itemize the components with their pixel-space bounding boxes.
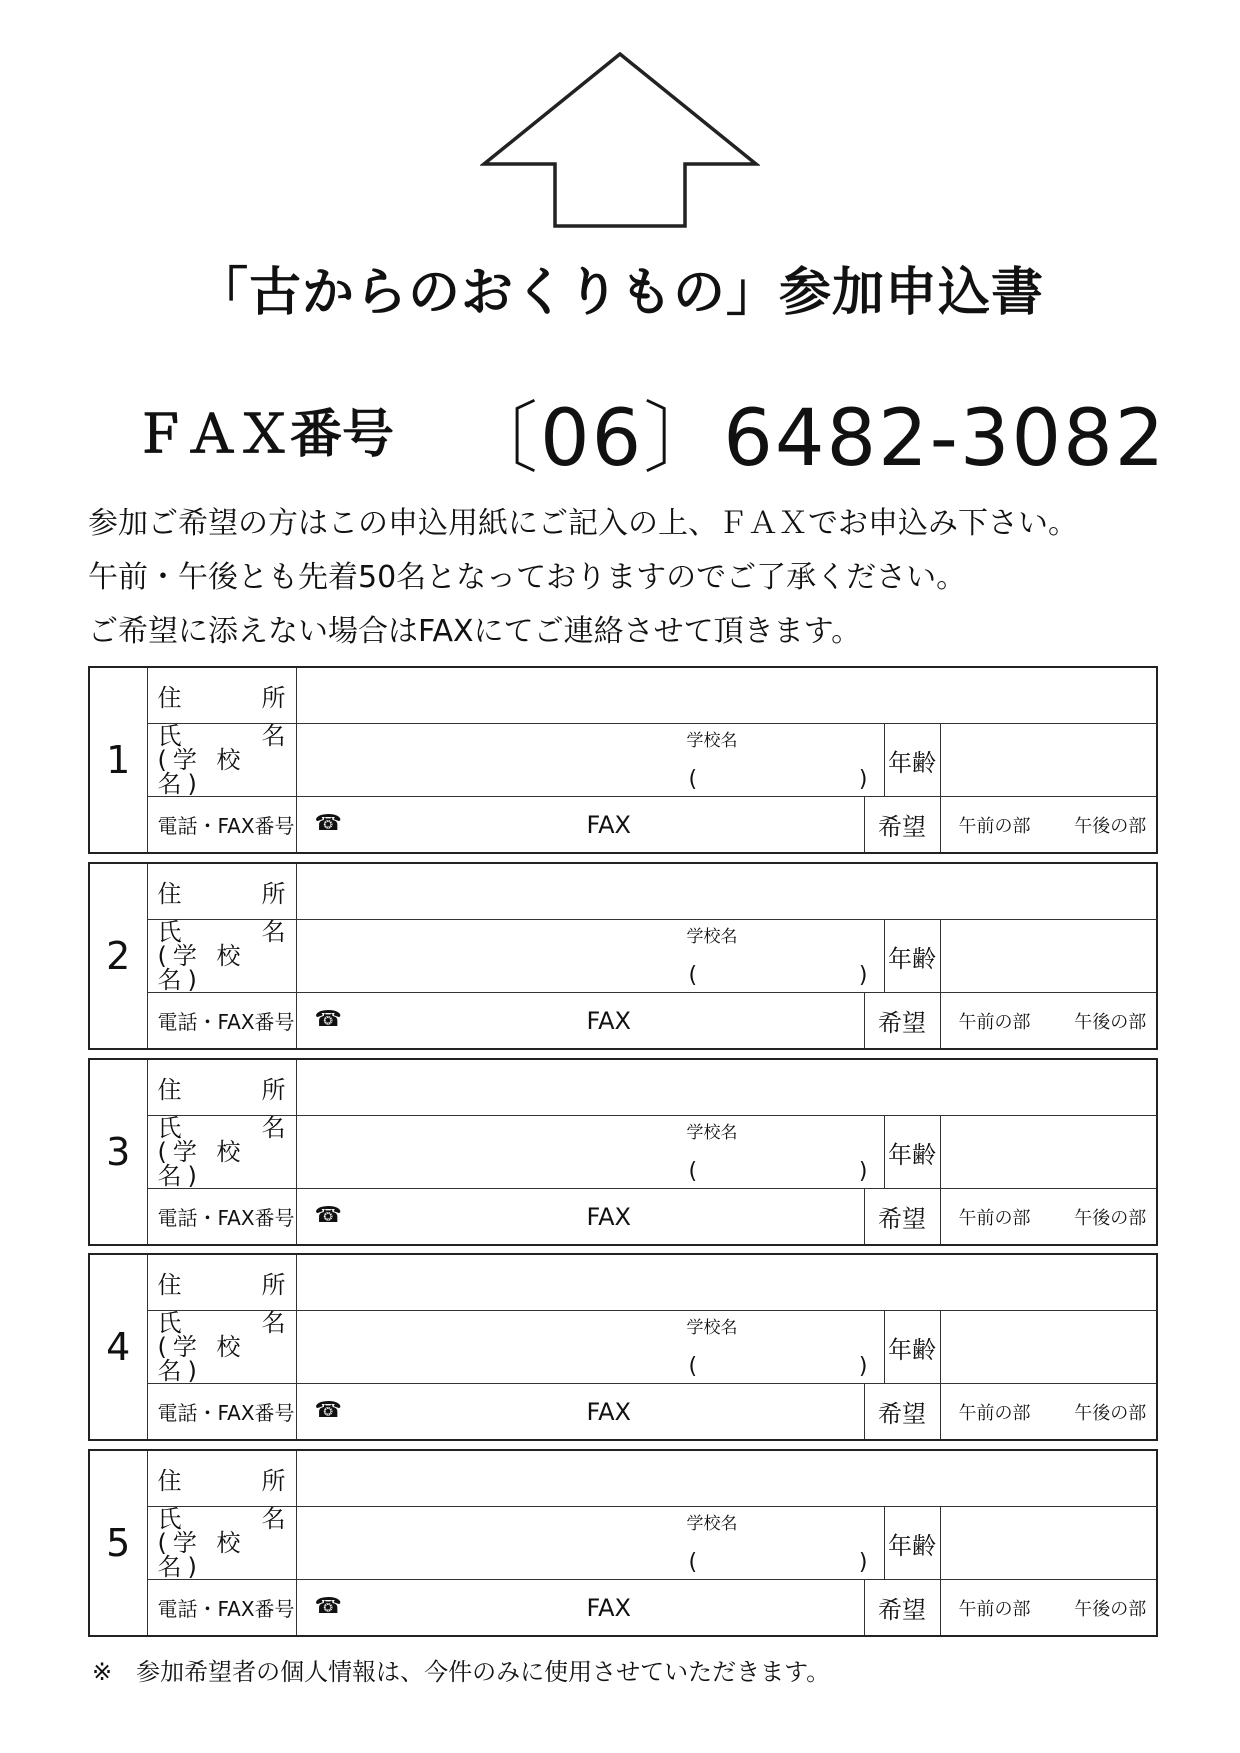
address-field[interactable] [296, 863, 1157, 920]
up-arrow-icon [480, 52, 760, 228]
age-label: 年齢 [884, 920, 940, 993]
paren-open: ( [688, 1354, 698, 1379]
paren-open: ( [688, 1159, 698, 1184]
fax-number: 〔06〕6482-3082 [460, 394, 1167, 484]
name-label: 氏 名 (学 校 名) [147, 1116, 296, 1189]
tel-fax-field[interactable] [296, 1580, 864, 1637]
morning-session-option[interactable]: 午前の部 [958, 1011, 1031, 1033]
fax-field-label: FAX [586, 811, 631, 839]
address-field[interactable] [296, 1254, 1157, 1311]
address-label: 住 所 [147, 667, 296, 724]
entry-form [88, 1449, 1158, 1637]
age-field[interactable] [940, 1311, 1157, 1384]
morning-session-option[interactable]: 午前の部 [958, 1207, 1031, 1229]
age-label: 年齢 [884, 1116, 940, 1189]
afternoon-session-option[interactable]: 午後の部 [1074, 1598, 1147, 1620]
tel-fax-label: 電話・FAX番号 [147, 993, 296, 1050]
address-label: 住 所 [147, 1059, 296, 1116]
name-label: 氏 名 (学 校 名) [147, 1507, 296, 1580]
paren-close: ) [858, 1159, 868, 1184]
address-field[interactable] [296, 1450, 1157, 1507]
paren-open: ( [688, 1550, 698, 1575]
afternoon-session-option[interactable]: 午後の部 [1074, 1402, 1147, 1424]
paren-close: ) [858, 767, 868, 792]
name-school-field[interactable] [296, 920, 884, 993]
tel-fax-label: 電話・FAX番号 [147, 797, 296, 854]
name-label: 氏 名 (学 校 名) [147, 1311, 296, 1384]
school-name-label: 学校名 [686, 1514, 738, 1534]
school-name-label: 学校名 [686, 1123, 738, 1143]
name-school-field[interactable] [296, 1116, 884, 1189]
age-field[interactable] [940, 1507, 1157, 1580]
age-label: 年齢 [884, 1507, 940, 1580]
tel-fax-field[interactable] [296, 797, 864, 854]
entry-form [88, 862, 1158, 1050]
paren-close: ) [858, 963, 868, 988]
entry-number: 5 [89, 1450, 147, 1636]
age-field[interactable] [940, 724, 1157, 797]
telephone-icon: ☎ [314, 1398, 342, 1423]
telephone-icon: ☎ [314, 1007, 342, 1032]
session-options[interactable] [940, 797, 1157, 854]
telephone-icon: ☎ [314, 811, 342, 836]
fax-field-label: FAX [586, 1594, 631, 1622]
fax-field-label: FAX [586, 1398, 631, 1426]
instruction-line-3: ご希望に添えない場合はFAXにてご連絡させて頂きます。 [88, 614, 862, 649]
paren-open: ( [688, 963, 698, 988]
entry-number: 3 [89, 1059, 147, 1245]
tel-fax-label: 電話・FAX番号 [147, 1189, 296, 1246]
name-label: 氏 名 (学 校 名) [147, 724, 296, 797]
age-label: 年齢 [884, 1311, 940, 1384]
telephone-icon: ☎ [314, 1203, 342, 1228]
entry-form [88, 1253, 1158, 1441]
age-label: 年齢 [884, 724, 940, 797]
school-name-label: 学校名 [686, 731, 738, 751]
address-label: 住 所 [147, 863, 296, 920]
name-school-field[interactable] [296, 1507, 884, 1580]
session-options[interactable] [940, 1189, 1157, 1246]
preference-label: 希望 [864, 1189, 940, 1246]
preference-label: 希望 [864, 1580, 940, 1637]
instruction-line-1: 参加ご希望の方はこの申込用紙にご記入の上、ＦＡＸでお申込み下さい。 [88, 506, 1078, 541]
session-options[interactable] [940, 993, 1157, 1050]
name-school-field[interactable] [296, 1311, 884, 1384]
paren-close: ) [858, 1550, 868, 1575]
tel-fax-field[interactable] [296, 1384, 864, 1441]
fax-field-label: FAX [586, 1007, 631, 1035]
preference-label: 希望 [864, 993, 940, 1050]
morning-session-option[interactable]: 午前の部 [958, 1402, 1031, 1424]
afternoon-session-option[interactable]: 午後の部 [1074, 1011, 1147, 1033]
fax-field-label: FAX [586, 1203, 631, 1231]
morning-session-option[interactable]: 午前の部 [958, 1598, 1031, 1620]
entry-form [88, 1058, 1158, 1246]
instructions [88, 497, 1168, 659]
afternoon-session-option[interactable]: 午後の部 [1074, 815, 1147, 837]
morning-session-option[interactable]: 午前の部 [958, 815, 1031, 837]
session-options[interactable] [940, 1580, 1157, 1637]
instruction-line-2: 午前・午後とも先着50名となっておりますのでご了承ください。 [88, 560, 967, 595]
school-name-label: 学校名 [686, 1318, 738, 1338]
page-title: 「古からのおくりもの」参加申込書 [195, 263, 1044, 323]
preference-label: 希望 [864, 1384, 940, 1441]
session-options[interactable] [940, 1384, 1157, 1441]
afternoon-session-option[interactable]: 午後の部 [1074, 1207, 1147, 1229]
tel-fax-field[interactable] [296, 993, 864, 1050]
age-field[interactable] [940, 920, 1157, 993]
privacy-note: ※ 参加希望者の個人情報は、今件のみに使用させていただきます。 [92, 1658, 831, 1686]
school-name-label: 学校名 [686, 927, 738, 947]
address-field[interactable] [296, 1059, 1157, 1116]
tel-fax-field[interactable] [296, 1189, 864, 1246]
telephone-icon: ☎ [314, 1594, 342, 1619]
address-label: 住 所 [147, 1450, 296, 1507]
name-label: 氏 名 (学 校 名) [147, 920, 296, 993]
name-school-field[interactable] [296, 724, 884, 797]
entry-number: 1 [89, 667, 147, 853]
fax-label: ＦＡＸ番号 [134, 405, 395, 465]
preference-label: 希望 [864, 797, 940, 854]
paren-close: ) [858, 1354, 868, 1379]
paren-open: ( [688, 767, 698, 792]
entry-number: 2 [89, 863, 147, 1049]
tel-fax-label: 電話・FAX番号 [147, 1384, 296, 1441]
entry-form [88, 666, 1158, 854]
address-label: 住 所 [147, 1254, 296, 1311]
age-field[interactable] [940, 1116, 1157, 1189]
entry-number: 4 [89, 1254, 147, 1440]
tel-fax-label: 電話・FAX番号 [147, 1580, 296, 1637]
address-field[interactable] [296, 667, 1157, 724]
